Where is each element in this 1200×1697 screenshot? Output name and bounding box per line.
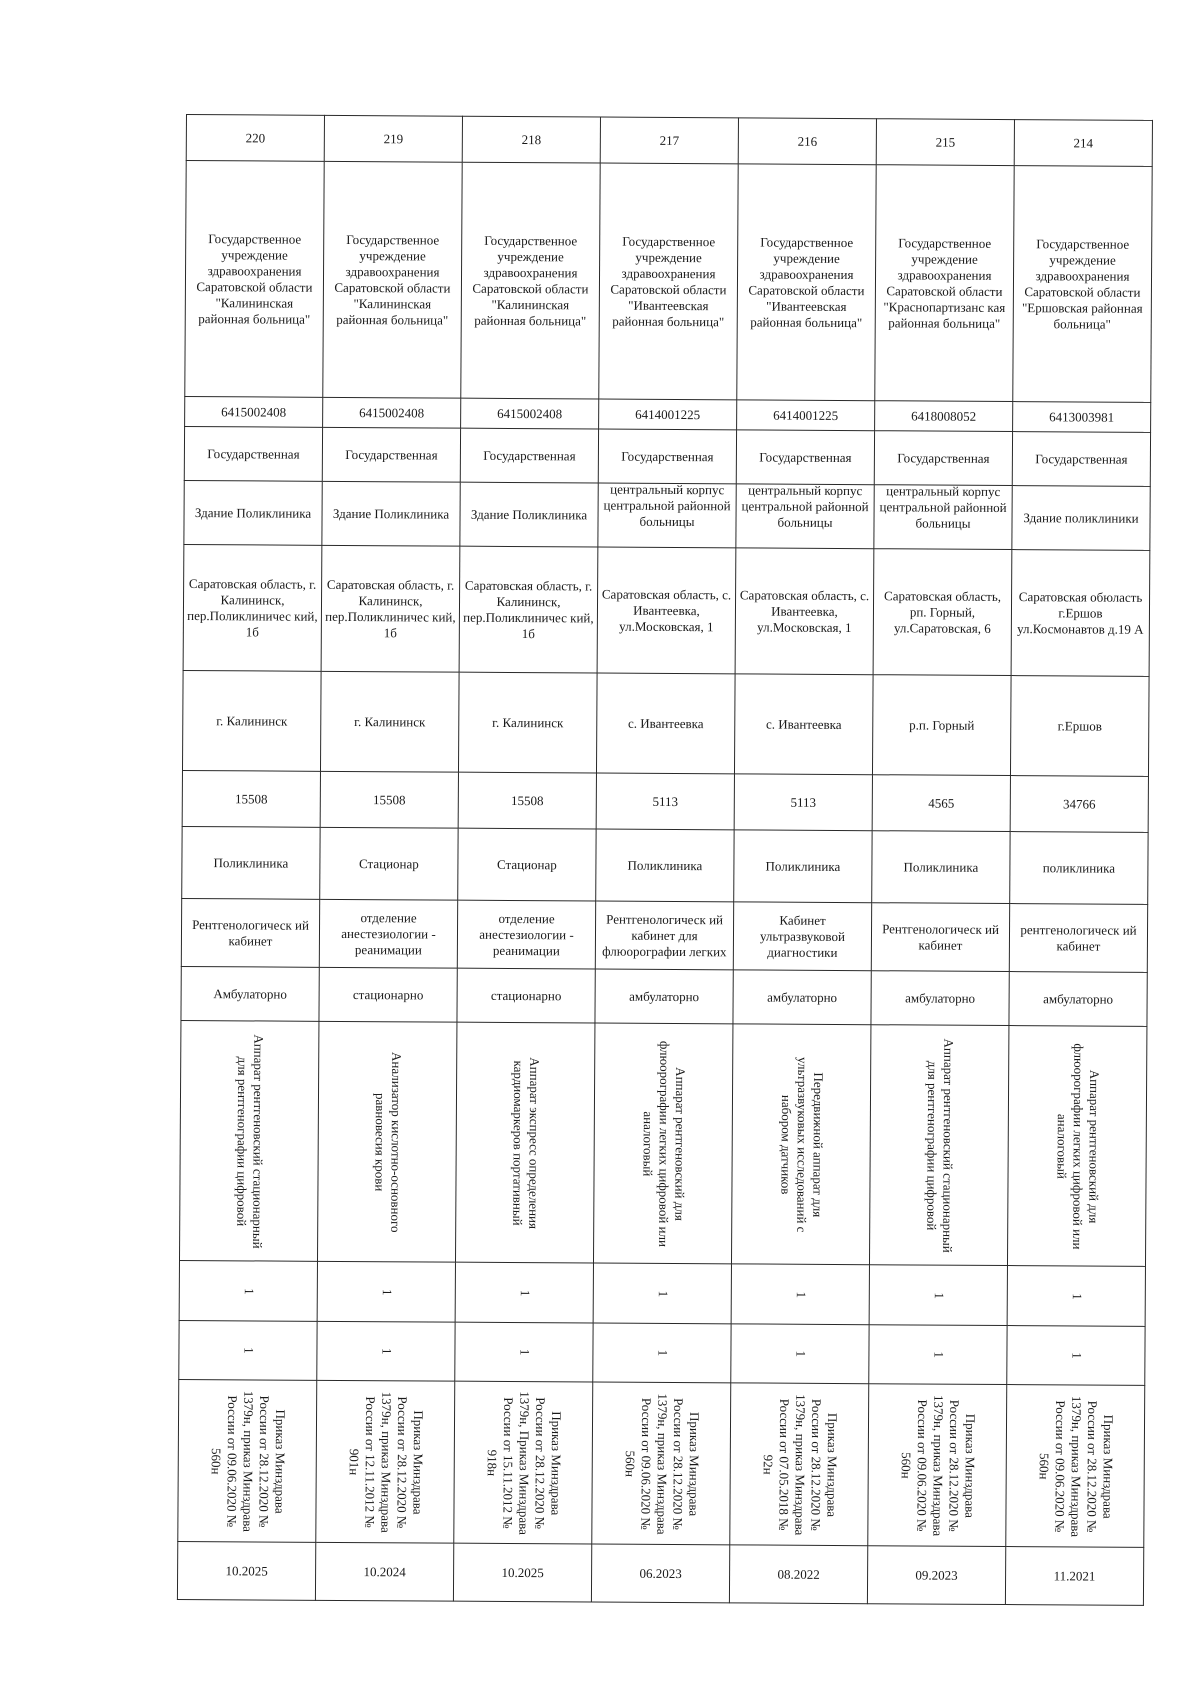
cell-equipment — [179, 1020, 318, 1261]
cell-ownership: Государственная — [736, 430, 874, 485]
row-care-form — [181, 966, 1147, 1026]
cell-date: 08.2022 — [729, 1545, 867, 1604]
row-locality — [182, 670, 1149, 776]
cell-quantity-b — [869, 1325, 1007, 1385]
cell-organization: Государственное учреждение здравоохранения Саратовской области "Ивантеевская районная больница" — [737, 164, 876, 401]
cell-document — [316, 1380, 455, 1543]
cell-unit-type: Поликлиника — [182, 826, 320, 899]
cell-care-form: Амбулаторно — [181, 966, 319, 1021]
cell-inn: 6415002408 — [185, 396, 323, 427]
cell-building — [736, 481, 874, 549]
cell-document — [454, 1381, 593, 1544]
cell-organization: Государственное учреждение здравоохранения Саратовской области "Ивантеевская районная больница" — [599, 163, 738, 400]
cell-document — [1006, 1385, 1145, 1548]
cell-locality: г. Калининск — [320, 671, 459, 772]
cell-document — [730, 1383, 869, 1546]
cell-department: отделение анестезиологии - реанимации — [319, 899, 457, 968]
cell-equipment — [455, 1022, 594, 1263]
cell-date: 10.2025 — [177, 1541, 315, 1600]
cell-locality: с. Ивантеевка — [596, 673, 735, 774]
row-equipment — [179, 1020, 1146, 1266]
cell-locality: г. Калининск — [458, 672, 597, 773]
quantity-a-text: 1 — [793, 1290, 809, 1298]
cell-address: Саратовская область, с. Ивантеевка, ул.Московская, 1 — [597, 547, 736, 674]
cell-organization: Государственное учреждение здравоохранения Саратовской области "Ершовская районная больница" — [1013, 166, 1152, 403]
document-text: Приказ Минздрава России от 28.12.2020 № 1379н, приказ Минздрава России от 12.11.2012 № 901н — [346, 1391, 426, 1533]
cell-department: Кабинет ультразвуковой диагностики — [733, 902, 871, 971]
cell-quantity-b — [731, 1324, 869, 1384]
cell-unit-type: Стационар — [320, 827, 458, 900]
cell-quantity-b — [455, 1322, 593, 1382]
equipment-table — [177, 114, 1153, 1606]
document-text: Приказ Минздрава России от 28.12.2020 № 1379н, Приказ Минздрава России от 15.11.2012 № 918н — [484, 1390, 564, 1535]
cell-organization: Государственное учреждение здравоохранения Саратовской области "Калининская районная больница" — [185, 161, 324, 398]
cell-ownership: Государственная — [322, 427, 460, 482]
equipment-text: Аппарат экспресс определения кардиомаркеров портативный — [509, 1056, 542, 1229]
cell-number: 217 — [600, 117, 738, 164]
document-text: Приказ Минздрава России от 28.12.2020 № 1379н, приказ Минздрава России от 09.06.2020 № 560н — [1036, 1395, 1116, 1537]
quantity-a-text: 1 — [931, 1291, 947, 1299]
cell-care-form: амбулаторно — [871, 971, 1009, 1026]
quantity-b-text: 1 — [792, 1350, 808, 1358]
cell-ownership: Государственная — [184, 426, 322, 481]
cell-quantity-a — [1007, 1266, 1145, 1327]
cell-ownership: Государственная — [1012, 432, 1150, 487]
cell-care-form: амбулаторно — [595, 969, 733, 1024]
quantity-a-text: 1 — [241, 1287, 257, 1295]
equipment-text: Аппарат рентгеновский для флюорографии легких цифровой или аналоговый — [640, 1040, 688, 1247]
document-text: Приказ Минздрава России от 28.12.2020 № 1379н, приказ Минздрава России от 09.06.2020 № 560н — [208, 1390, 288, 1532]
document-text: Приказ Минздрава России от 28.12.2020 № 1379н, приказ Минздрава России от 09.06.2020 № 560н — [898, 1394, 978, 1536]
row-building — [184, 480, 1150, 550]
cell-locality: г.Ершов — [1010, 676, 1149, 777]
cell-equipment — [1007, 1026, 1146, 1267]
equipment-text: Аппарат рентгеновский стационарный для рентгенографии цифровой — [923, 1038, 956, 1253]
cell-locality: с. Ивантеевка — [734, 674, 873, 775]
cell-date: 11.2021 — [1005, 1547, 1143, 1606]
equipment-text: Аппарат рентгеновский стационарный для рентгенографии цифровой — [233, 1033, 266, 1249]
quantity-a-text: 1 — [517, 1289, 533, 1296]
equipment-table-sheet — [177, 114, 1152, 1625]
building-text: центральный корпус центральной районной больницы — [879, 482, 1007, 531]
cell-address: Саратовская область, г. Калининск, пер.Поликлиничес кий, 1б — [321, 545, 460, 672]
row-address — [183, 544, 1150, 676]
quantity-b-text: 1 — [378, 1347, 394, 1355]
cell-department: отделение анестезиологии - реанимации — [457, 900, 595, 969]
cell-address: Саратовская область, г. Калининск, пер.Поликлиничес кий, 1б — [183, 544, 322, 671]
cell-ownership: Государственная — [598, 429, 736, 484]
cell-organization: Государственное учреждение здравоохранения Саратовской области "Калининская районная больница" — [461, 162, 600, 399]
cell-quantity-a — [869, 1265, 1007, 1326]
cell-building — [874, 482, 1012, 550]
quantity-b-text: 1 — [1068, 1352, 1084, 1359]
row-document — [178, 1379, 1145, 1547]
cell-department: Рентгенологическ ий кабинет — [871, 903, 1009, 972]
cell-inn: 6418008052 — [875, 401, 1013, 432]
row-ownership — [184, 426, 1150, 486]
cell-inn: 6413003981 — [1013, 402, 1151, 433]
cell-unit-type: Поликлиника — [872, 831, 1010, 904]
cell-locality: р.п. Горный — [872, 675, 1011, 776]
row-quantity-b — [179, 1320, 1145, 1385]
cell-quantity-b — [1007, 1326, 1145, 1386]
cell-department: Рентгенологическ ий кабинет — [181, 898, 319, 967]
equipment-text: Аппарат рентгеновский для флюорографии легких цифровой или аналоговый — [1054, 1042, 1102, 1250]
row-organization — [185, 161, 1152, 403]
cell-unit-type: поликлиника — [1010, 832, 1148, 905]
cell-date: 06.2023 — [591, 1544, 729, 1603]
cell-building — [598, 483, 736, 548]
row-unit-type — [182, 826, 1148, 904]
row-quantity-a — [179, 1260, 1145, 1326]
cell-quantity-b — [593, 1323, 731, 1383]
cell-population: 5113 — [596, 773, 734, 830]
cell-unit-type: Поликлиника — [596, 829, 734, 902]
cell-department: Рентгенологическ ий кабинет для флюорографии легких — [595, 901, 733, 970]
cell-address: Саратовская область, г. Калининск, пер.Поликлиничес кий, 1б — [459, 546, 598, 673]
cell-inn: 6415002408 — [323, 397, 461, 428]
quantity-a-text: 1 — [379, 1288, 395, 1296]
cell-equipment — [317, 1021, 456, 1262]
cell-population: 34766 — [1010, 776, 1148, 833]
quantity-a-text: 1 — [655, 1290, 671, 1297]
equipment-text: Передвижной аппарат для ультразвуковых исследований с набором датчиков — [777, 1056, 826, 1233]
cell-ownership: Государственная — [460, 428, 598, 483]
cell-equipment — [869, 1025, 1008, 1266]
cell-population: 15508 — [182, 770, 320, 827]
cell-quantity-b — [317, 1321, 455, 1381]
quantity-b-text: 1 — [240, 1347, 256, 1354]
row-population — [182, 770, 1148, 832]
cell-document — [592, 1382, 731, 1545]
cell-quantity-a — [731, 1264, 869, 1325]
cell-quantity-a — [317, 1261, 455, 1322]
cell-care-form: стационарно — [457, 968, 595, 1023]
quantity-a-text: 1 — [1069, 1292, 1085, 1300]
cell-population: 5113 — [734, 774, 872, 831]
cell-address: Саратовская область, с. Ивантеевка, ул.Московская, 1 — [735, 548, 874, 675]
row-number — [186, 115, 1152, 167]
cell-care-form: амбулаторно — [733, 970, 871, 1025]
cell-building: Здание поликлиники — [1012, 486, 1150, 551]
cell-quantity-a — [455, 1262, 593, 1323]
cell-equipment — [593, 1023, 732, 1264]
cell-ownership: Государственная — [874, 431, 1012, 486]
building-text: центральный корпус центральной районной больницы — [603, 481, 731, 529]
document-text: Приказ Минздрава России от 28.12.2020 № 1379н, приказ Минздрава России от 09.06.2020 № 560н — [622, 1392, 702, 1535]
cell-address: Саратовская обюласть г.Ершов ул.Космонавтов д.19 А — [1011, 550, 1150, 677]
cell-department: рентгенологическ ий кабинет — [1009, 904, 1147, 973]
cell-quantity-b — [179, 1320, 317, 1380]
row-department — [181, 898, 1147, 972]
cell-building: Здание Поликлиника — [322, 481, 460, 546]
cell-quantity-a — [593, 1263, 731, 1324]
cell-document — [178, 1379, 317, 1542]
document-text: Приказ Минздрава России от 28.12.2020 № 1379н, приказ Минздрава России от 07.05.2018 № 92н — [760, 1393, 840, 1535]
cell-number: 218 — [462, 116, 600, 163]
cell-population: 4565 — [872, 775, 1010, 832]
cell-care-form: стационарно — [319, 967, 457, 1022]
cell-care-form: амбулаторно — [1009, 972, 1147, 1027]
cell-inn: 6414001225 — [737, 400, 875, 431]
cell-population: 15508 — [320, 771, 458, 828]
cell-document — [868, 1384, 1007, 1547]
cell-date: 09.2023 — [867, 1546, 1005, 1605]
cell-locality: г. Калининск — [182, 670, 321, 771]
cell-inn: 6415002408 — [461, 398, 599, 429]
cell-quantity-a — [179, 1260, 317, 1321]
equipment-text: Анализатор кислотно-основного равновесия крови — [371, 1051, 404, 1233]
cell-organization: Государственное учреждение здравоохранения Саратовской области "Калининская районная больница" — [323, 161, 462, 398]
cell-number: 220 — [186, 115, 324, 162]
cell-number: 214 — [1014, 120, 1152, 167]
cell-building: Здание Поликлиника — [184, 480, 322, 545]
cell-population: 15508 — [458, 772, 596, 829]
cell-number: 219 — [324, 115, 462, 162]
cell-unit-type: Поликлиника — [734, 830, 872, 903]
cell-unit-type: Стационар — [458, 828, 596, 901]
cell-date: 10.2024 — [315, 1542, 453, 1601]
cell-date: 10.2025 — [453, 1543, 591, 1602]
quantity-b-text: 1 — [516, 1348, 532, 1356]
building-text: центральный корпус центральной районной больницы — [741, 481, 869, 530]
cell-inn: 6414001225 — [599, 399, 737, 430]
cell-number: 215 — [876, 119, 1014, 166]
cell-building: Здание Поликлиника — [460, 482, 598, 547]
cell-number: 216 — [738, 118, 876, 165]
cell-equipment — [731, 1024, 870, 1265]
cell-organization: Государственное учреждение здравоохранения Саратовской области "Краснопартизанс кая районная больница" — [875, 165, 1014, 402]
quantity-b-text: 1 — [654, 1349, 670, 1357]
cell-address: Саратовская область, рп. Горный, ул.Саратовская, 6 — [873, 549, 1012, 676]
quantity-b-text: 1 — [930, 1351, 946, 1358]
row-date — [177, 1541, 1143, 1605]
